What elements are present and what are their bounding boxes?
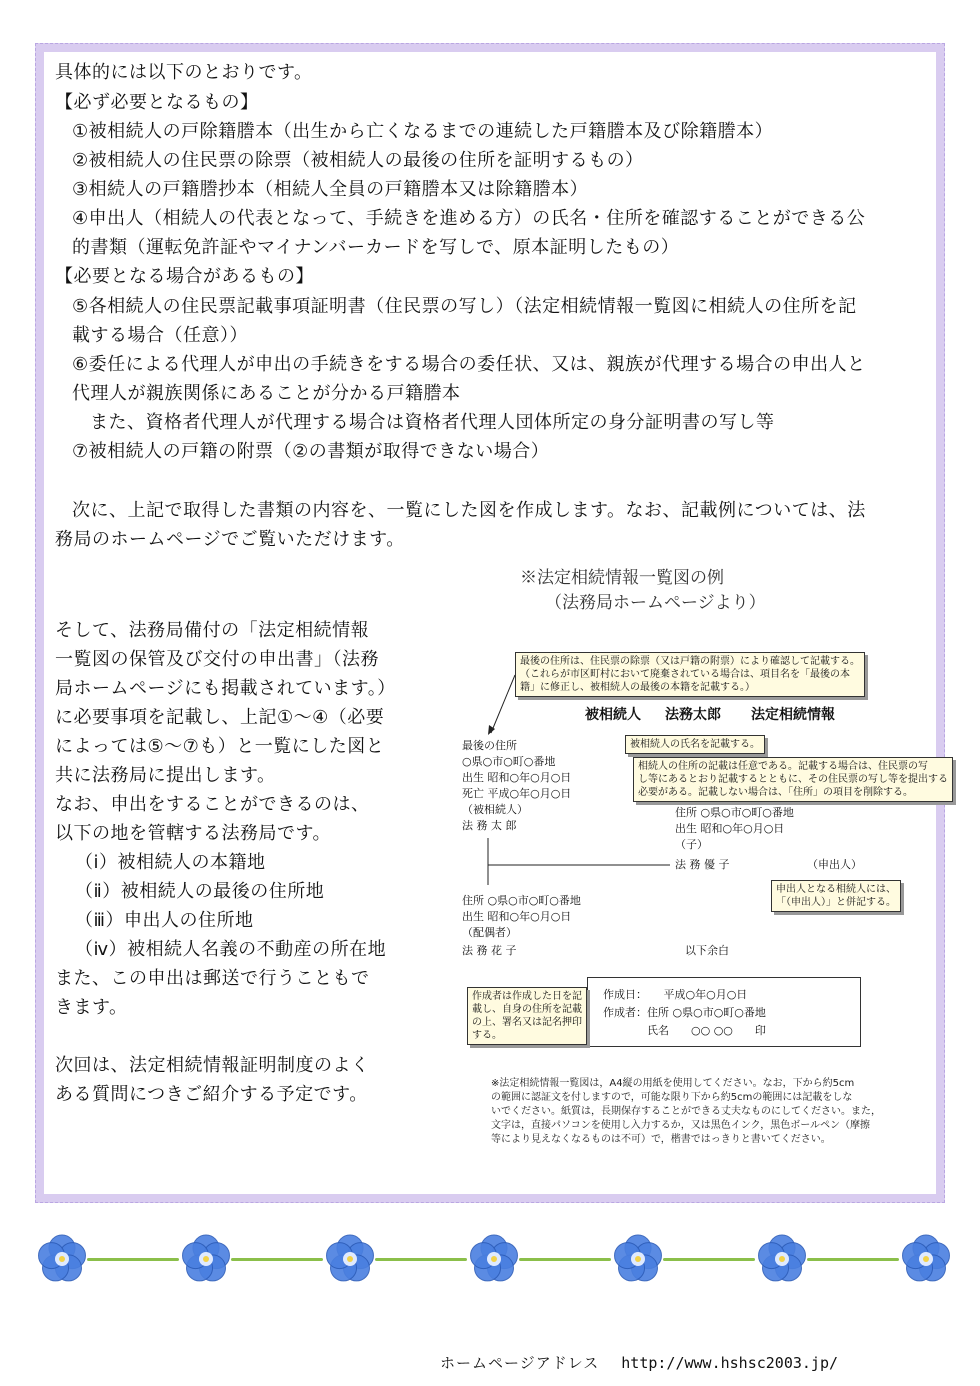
vine — [87, 1258, 179, 1261]
note-applicant: 申出人となる相続人には、 「（申出人）」と併記する。 — [771, 880, 901, 912]
required-header: 【必ず必要となるもの】 — [55, 92, 259, 113]
spouse-line: （配偶者） — [462, 926, 517, 939]
required-item: 的書類（運転免許証やマイナンバーカードを写しで、原本証明したもの） — [72, 237, 680, 258]
required-item: ①被相続人の戸除籍謄本（出生から亡くなるまでの連続した戸籍謄本及び除籍謄本） — [72, 121, 774, 142]
footnote-line: の範囲に認証文を付しますので，可能な限り下から約5cmの範囲には記載をしな — [491, 1092, 853, 1103]
heading-deceased-label: 被相続人 — [585, 707, 641, 723]
left-column-line: （ⅲ）申出人の住所地 — [75, 910, 254, 931]
left-column-line: そして、法務局備付の「法定相続情報 — [55, 620, 370, 641]
optional-item: 代理人が親族関係にあることが分かる戸籍謄本 — [72, 383, 461, 404]
left-column-line: 局ホームページにも掲載されています。） — [55, 678, 396, 699]
footnote-line: 等により見えなくなるものは不可）で，楷書ではっきりと書いてください。 — [491, 1134, 831, 1145]
flower-icon — [179, 1232, 233, 1286]
footnote-line: ※法定相続情報一覧図は，A4縦の用紙を使用してください。なお，下から約5cm — [491, 1078, 855, 1089]
optional-item: 載する場合（任意）） — [72, 325, 248, 346]
creator-line: 氏名 ○○ ○○ 印 — [603, 1024, 766, 1037]
heading-title: 法定相続情報 — [751, 707, 835, 723]
vine — [519, 1258, 611, 1261]
footer — [440, 1352, 838, 1373]
note-address: 相続人の住所の記載は任意である。記載する場合は、住民票の写 し等にあるとおり記載するとともに、その住民票の写し等を提出する 必要がある。記載しない場合は、「住所」の項目を削除する。 — [633, 757, 953, 802]
left-column-line: 一覧図の保管及び交付の申出書」（法務 — [55, 649, 379, 670]
required-item: ②被相続人の住民票の除票（被相続人の最後の住所を証明するもの） — [72, 150, 644, 171]
child-line: （子） — [675, 838, 708, 851]
optional-item: ⑦被相続人の戸籍の附票（②の書類が取得できない場合） — [72, 441, 550, 462]
deceased-line: ○県○市○町○番地 — [462, 755, 556, 768]
figure-caption: ※法定相続情報一覧図の例 — [520, 568, 724, 588]
pointer-line — [491, 675, 515, 733]
required-item: ③相続人の戸籍謄抄本（相続人全員の戸籍謄本又は除籍謄本） — [72, 179, 589, 200]
flower-icon — [467, 1232, 521, 1286]
figure-subcaption: （法務局ホームページより） — [545, 593, 766, 613]
intro-text: 具体的には以下のとおりです。 — [55, 62, 313, 83]
heading-deceased-name: 法務太郎 — [665, 707, 721, 723]
left-column-line: 次回は、法定相続情報証明制度のよく — [55, 1055, 370, 1076]
deceased-line: 死亡 平成○年○月○日 — [462, 787, 572, 800]
vine — [231, 1258, 323, 1261]
spouse-line: 出生 昭和○年○月○日 — [462, 910, 572, 923]
flower-icon — [755, 1232, 809, 1286]
optional-header: 【必要となる場合があるもの】 — [55, 266, 314, 287]
deceased-line: 最後の住所 — [462, 739, 517, 752]
left-column-line: ある質問につきご紹介する予定です。 — [55, 1084, 368, 1105]
left-column-line: 以下の地を管轄する法務局です。 — [55, 823, 332, 844]
left-column-line: また、この申出は郵送で行うこともで — [55, 968, 370, 989]
next-paragraph: 務局のホームページでご覧いただけます。 — [55, 529, 405, 550]
left-column-line: に必要事項を記載し、上記①～④（必要 — [55, 707, 385, 728]
footer-url[interactable]: http://www.hshsc2003.jp/ — [621, 1354, 839, 1372]
left-column-line: （ⅰ）被相続人の本籍地 — [75, 852, 266, 873]
left-column-line: きます。 — [55, 997, 128, 1018]
deceased-line: 出生 昭和○年○月○日 — [462, 771, 572, 784]
optional-item: ⑤各相続人の住民票記載事項証明書（住民票の写し）（法定相続情報一覧図に相続人の住所を記 — [72, 296, 857, 317]
left-column-line: （ⅳ）被相続人名義の不動産の所在地 — [75, 939, 387, 960]
child-line: 法 務 優 子 — [675, 858, 730, 871]
optional-item: また、資格者代理人が代理する場合は資格者代理人団体所定の身分証明書の写し等 — [90, 412, 775, 433]
end-note: 以下余白 — [685, 944, 729, 957]
child-line: 出生 昭和○年○月○日 — [675, 822, 785, 835]
applicant-label: （申出人） — [807, 858, 862, 871]
deceased-line: 法 務 太 郎 — [462, 819, 517, 832]
note-last-address: 最後の住所は、住民票の除票（又は戸籍の附票）により確認して記載する。 （これらが市区町村において廃棄されている場合は、項目名を「最後の本 籍」に修正し、被相続人の最後の本籍を記載する。） — [515, 652, 865, 697]
required-item: ④申出人（相続人の代表となって、手続きを進める方）の氏名・住所を確認することができる公 — [72, 208, 866, 229]
flower-icon — [611, 1232, 665, 1286]
left-column-line: 共に法務局に提出します。 — [55, 765, 276, 786]
footnote-line: いでください。紙質は，長期保存することができる丈夫なものにしてください。また， — [491, 1106, 881, 1117]
footnote-line: 文字は，直接パソコンを使用し入力するか，又は黒色インク，黒色ボールペン（摩擦 — [491, 1120, 870, 1131]
spouse-line: 住所 ○県○市○町○番地 — [462, 894, 581, 907]
note-date: 作成者は作成した日を記 載し、自身の住所を記載 の上、署名又は記名押印 する。 — [467, 987, 587, 1045]
footer-label: ホームページアドレス — [440, 1354, 600, 1372]
note-name: 被相続人の氏名を記載する。 — [625, 735, 765, 754]
flower-icon — [323, 1232, 377, 1286]
spouse-line: 法 務 花 子 — [462, 944, 517, 957]
optional-item: ⑥委任による代理人が申出の手続きをする場合の委任状、又は、親族が代理する場合の申出人と — [72, 354, 866, 375]
inheritance-chart-figure — [455, 645, 948, 1165]
creator-line: 作成日： 平成○年○月○日 — [603, 988, 748, 1001]
left-column-line: なお、申出をすることができるのは、 — [55, 794, 370, 815]
vine — [807, 1258, 899, 1261]
flower-border — [35, 1232, 955, 1292]
next-paragraph: 次に、上記で取得した書類の内容を、一覧にした図を作成します。なお、記載例については、法 — [72, 500, 866, 521]
vine — [375, 1258, 467, 1261]
deceased-line: （被相続人） — [462, 803, 528, 816]
flower-icon — [899, 1232, 953, 1286]
flower-icon — [35, 1232, 89, 1286]
left-column-line: （ⅱ）被相続人の最後の住所地 — [75, 881, 325, 902]
left-column-line: によっては⑤～⑦も）と一覧にした図と — [55, 736, 385, 757]
vine — [663, 1258, 755, 1261]
creator-line: 作成者：住所 ○県○市○町○番地 — [603, 1006, 766, 1019]
child-line: 住所 ○県○市○町○番地 — [675, 806, 794, 819]
